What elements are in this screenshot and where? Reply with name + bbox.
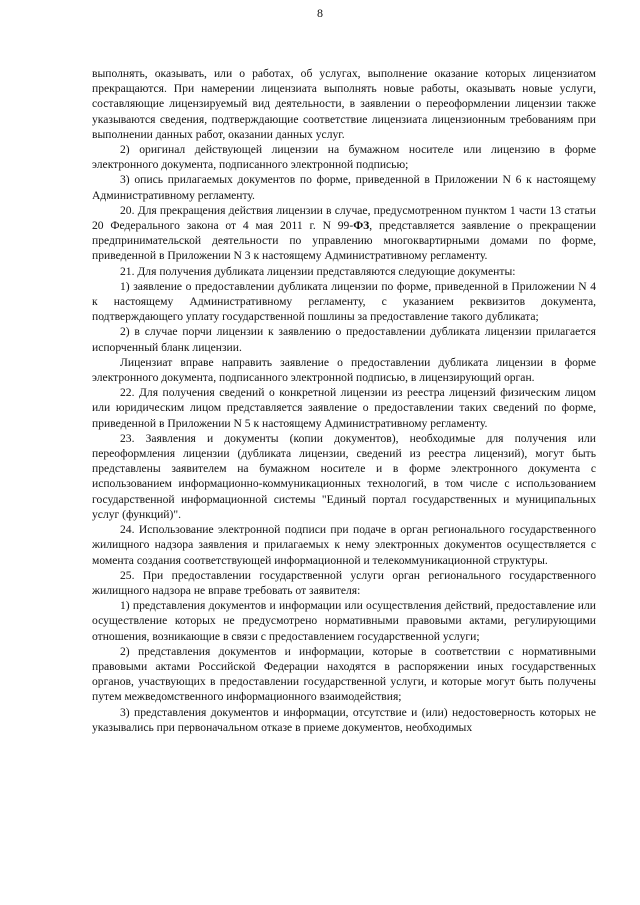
paragraph-23-submission: 23. Заявления и документы (копии документов), необходимые для получения или переоформления лицензии (дубликата лицензии, сведений из реестра лицензий), могут быть представлены заявителем на бумажном носителе и в форме электронного документа с использованием информационно-коммуникационных технологий, в том числе с использованием государственной информационной системы "Единый портал государственных и муниципальных услуг (функций)".: [92, 431, 596, 521]
paragraph-20-law-abbrev: ФЗ: [353, 219, 370, 233]
paragraph-item-2-original-license: 2) оригинал действующей лицензии на бумажном носителе или лицензию в форме электронного документа, подписанного электронной подписью;: [92, 143, 596, 172]
paragraph-item-3-inventory: 3) опись прилагаемых документов по форме, приведенной в Приложении N 6 к настоящему Административному регламенту.: [92, 173, 596, 202]
paragraph-25-prohibitions: 25. При предоставлении государственной услуги орган регионального государственного жилищного надзора не вправе требовать от заявителя:: [92, 568, 596, 597]
paragraph-25-item-2: 2) представления документов и информации, которые в соответствии с нормативными правовыми актами Российской Федерации находятся в распоряжении иных государственных органов, участвующих в предоставлении государственной услуги, и которые могут быть получены путем межведомственного информационного взаимодействия;: [92, 644, 596, 704]
paragraph-20-text-start: 20. Для прекращения действия лицензии в случае, предусмотренном пунктом 1 части 13 статьи 20 Федерального закона от 4 мая 2011 г. N 99-: [92, 203, 596, 233]
paragraph-21-item-1: 1) заявление о предоставлении дубликата лицензии по форме, приведенной в Приложении N 4 к настоящему Административному регламенту, с указанием реквизитов документа, подтверждающего уплату государственной пошлины за предоставление такого дубликата;: [92, 279, 596, 324]
paragraph-20-text-end: , представляется заявление о прекращении предпринимательской деятельности по управлению многоквартирными домами по форме, приведенной в Приложении N 3 к настоящему Административному регламенту.: [92, 219, 596, 263]
paragraph-24-signature: 24. Использование электронной подписи при подаче в орган регионального государственного жилищного надзора заявления и прилагаемых к нему электронных документов осуществляется с момента создания соответствующей информационной и телекоммуникационной структуры.: [92, 523, 596, 567]
paragraph-22-register: 22. Для получения сведений о конкретной лицензии из реестра лицензий физическим лицом или юридическим лицом представляется заявление о предоставлении таких сведений по форме, приведенной в Приложении N 5 к настоящему Административному регламенту.: [92, 386, 596, 430]
paragraph-licensee-right: Лицензиат вправе направить заявление о предоставлении дубликата лицензии в форме электронного документа, подписанного электронной подписью, в лицензирующий орган.: [92, 355, 596, 385]
paragraph-20-termination: [92, 203, 596, 264]
paragraph-21-duplicate: 21. Для получения дубликата лицензии представляются следующие документы:: [120, 264, 516, 278]
page-number: 8: [317, 6, 323, 20]
paragraph-25-item-1: 1) представления документов и информации или осуществления действий, предоставление или осуществление которых не предусмотрено нормативными правовыми актами, регулирующими отношения, возникающие в связи с предоставлением государственной услуги;: [92, 599, 596, 643]
paragraph-continuation: выполнять, оказывать, или о работах, об услугах, выполнение оказание которых лицензиатом прекращаются. При намерении лицензиата выполнять новые работы, оказывать новые услуги, составляющие лицензируемый вид деятельности, в заявлении о переоформлении лицензии также указываются сведения, подтверждающие соответствие лицензиата лицензионным требованиям при выполнении данных работ, оказании данных услуг.: [92, 67, 596, 141]
paragraph-21-item-2: 2) в случае порчи лицензии к заявлению о предоставлении дубликата лицензии прилагается испорченный бланк лицензии.: [92, 325, 596, 354]
document-body: [92, 66, 596, 735]
paragraph-25-item-3: 3) представления документов и информации, отсутствие и (или) недостоверность которых не указывались при первоначальном отказе в приеме документов, необходимых: [92, 705, 596, 734]
